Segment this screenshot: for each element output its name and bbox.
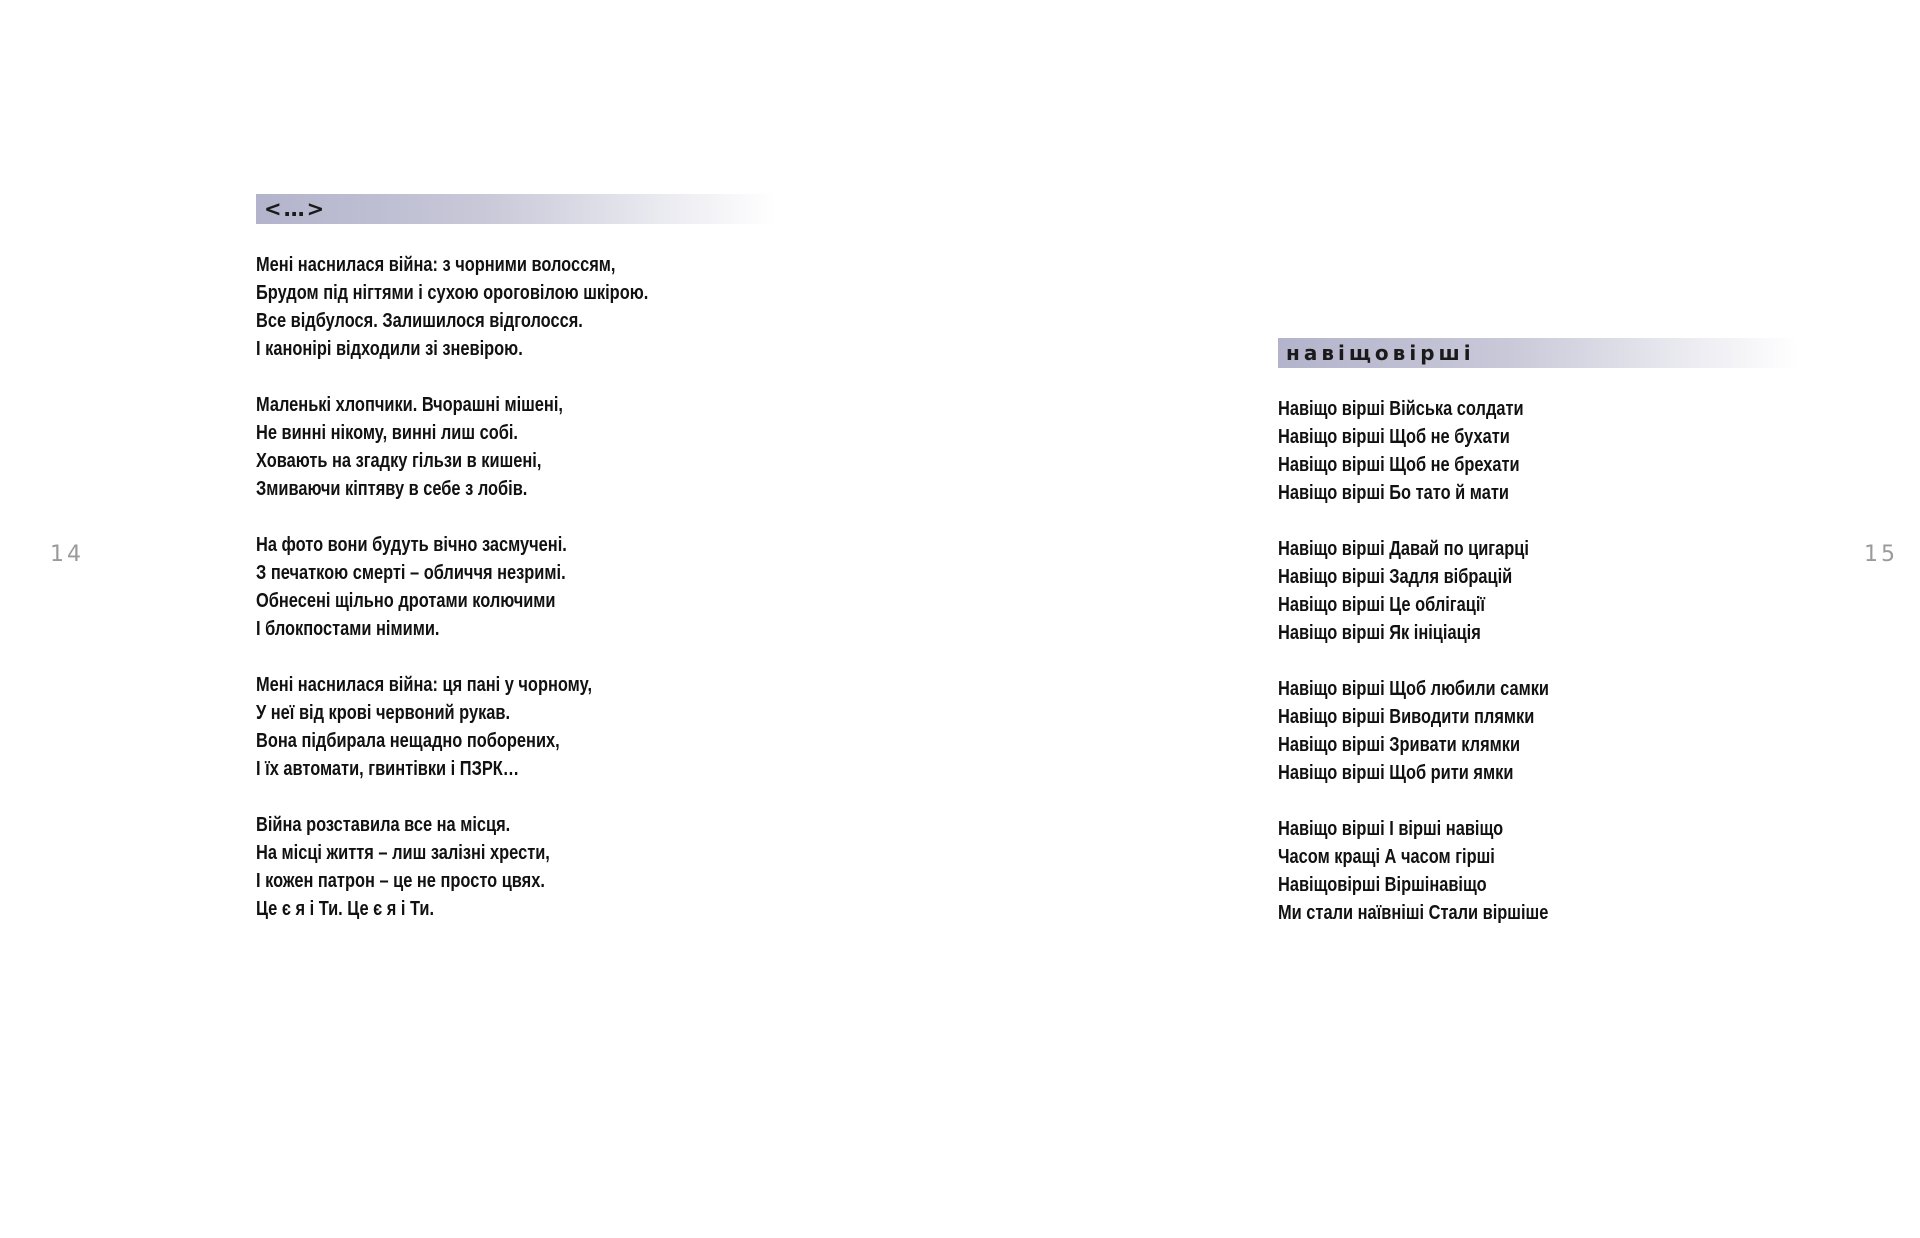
poem-line: Навіщо вірші Зривати клямки: [1278, 734, 1521, 756]
right-stanza-4: [1278, 815, 1549, 927]
page-number-left: 14: [50, 542, 84, 567]
right-stanza-1: [1278, 395, 1549, 507]
poem-line: Мені наснилася війна: ця пані у чорному,: [256, 674, 593, 696]
poem-line: Змиваючи кіптяву в себе з лобів.: [256, 478, 528, 500]
right-poem-title-bar: [1278, 338, 1798, 368]
right-stanza-2: [1278, 535, 1549, 647]
poem-line: Маленькі хлопчики. Вчорашні мішені,: [256, 394, 563, 416]
poem-line: У неї від крові червоний рукав.: [256, 702, 511, 724]
left-stanza-1: [256, 251, 648, 363]
poem-line: На фото вони будуть вічно засмучені.: [256, 534, 567, 556]
left-poem-body: [256, 251, 648, 923]
right-poem-body: [1278, 395, 1549, 927]
poem-line: Обнесені щільно дротами колючими: [256, 590, 556, 612]
left-stanza-2: [256, 391, 648, 503]
right-stanza-3: [1278, 675, 1549, 787]
poem-line: Вона підбирала нещадно поборених,: [256, 730, 560, 752]
poem-line: Навіщо вірші Як ініціація: [1278, 622, 1481, 644]
right-poem-title: навіщовірші: [1286, 341, 1475, 365]
poem-line: Ми стали наївніші Стали віршіше: [1278, 902, 1549, 924]
poem-line: Все відбулося. Залишилося відголосся.: [256, 310, 583, 332]
left-poem-title: <…>: [264, 197, 327, 221]
poem-line: Навіщо вірші Виводити плямки: [1278, 706, 1535, 728]
poem-line: Навіщо вірші Бо тато й мати: [1278, 482, 1509, 504]
poem-line: Навіщо вірші Це облігації: [1278, 594, 1486, 616]
poem-line: Брудом під нігтями і сухою ороговілою шкірою.: [256, 282, 649, 304]
poem-line: Навіщовірші Віршінавіщо: [1278, 874, 1487, 896]
poem-line: На місці життя – лиш залізні хрести,: [256, 842, 550, 864]
page-number-right: 15: [1864, 542, 1898, 567]
left-poem-title-bar: [256, 194, 776, 224]
poem-line: Навіщо вірші Щоб не бухати: [1278, 426, 1510, 448]
poem-line: Навіщо вірші Щоб не брехати: [1278, 454, 1520, 476]
right-page: [960, 0, 1920, 1238]
poem-line: Навіщо вірші Війська солдати: [1278, 398, 1524, 420]
poem-line: Навіщо вірші Щоб рити ямки: [1278, 762, 1514, 784]
poem-line: Навіщо вірші Задля вібрацій: [1278, 566, 1513, 588]
poem-line: Це є я і Ти. Це є я і Ти.: [256, 898, 435, 920]
poem-line: З печаткою смерті – обличчя незримі.: [256, 562, 566, 584]
poem-line: І їх автомати, гвинтівки і ПЗРК…: [256, 758, 520, 780]
poem-line: І блокпостами німими.: [256, 618, 440, 640]
poem-line: Не винні нікому, винні лиш собі.: [256, 422, 518, 444]
poem-line: Навіщо вірші І вірші навіщо: [1278, 818, 1504, 840]
left-stanza-3: [256, 531, 648, 643]
poem-line: І канонірі відходили зі зневірою.: [256, 338, 523, 360]
poem-line: Ховають на згадку гільзи в кишені,: [256, 450, 542, 472]
left-stanza-4: [256, 671, 648, 783]
poem-line: Війна розставила все на місця.: [256, 814, 511, 836]
poem-line: Навіщо вірші Щоб любили самки: [1278, 678, 1549, 700]
poem-line: І кожен патрон – це не просто цвях.: [256, 870, 545, 892]
poem-line: Часом кращі А часом гірші: [1278, 846, 1495, 868]
poem-line: Навіщо вірші Давай по цигарці: [1278, 538, 1529, 560]
left-stanza-5: [256, 811, 648, 923]
poem-line: Мені наснилася війна: з чорними волоссям,: [256, 254, 616, 276]
